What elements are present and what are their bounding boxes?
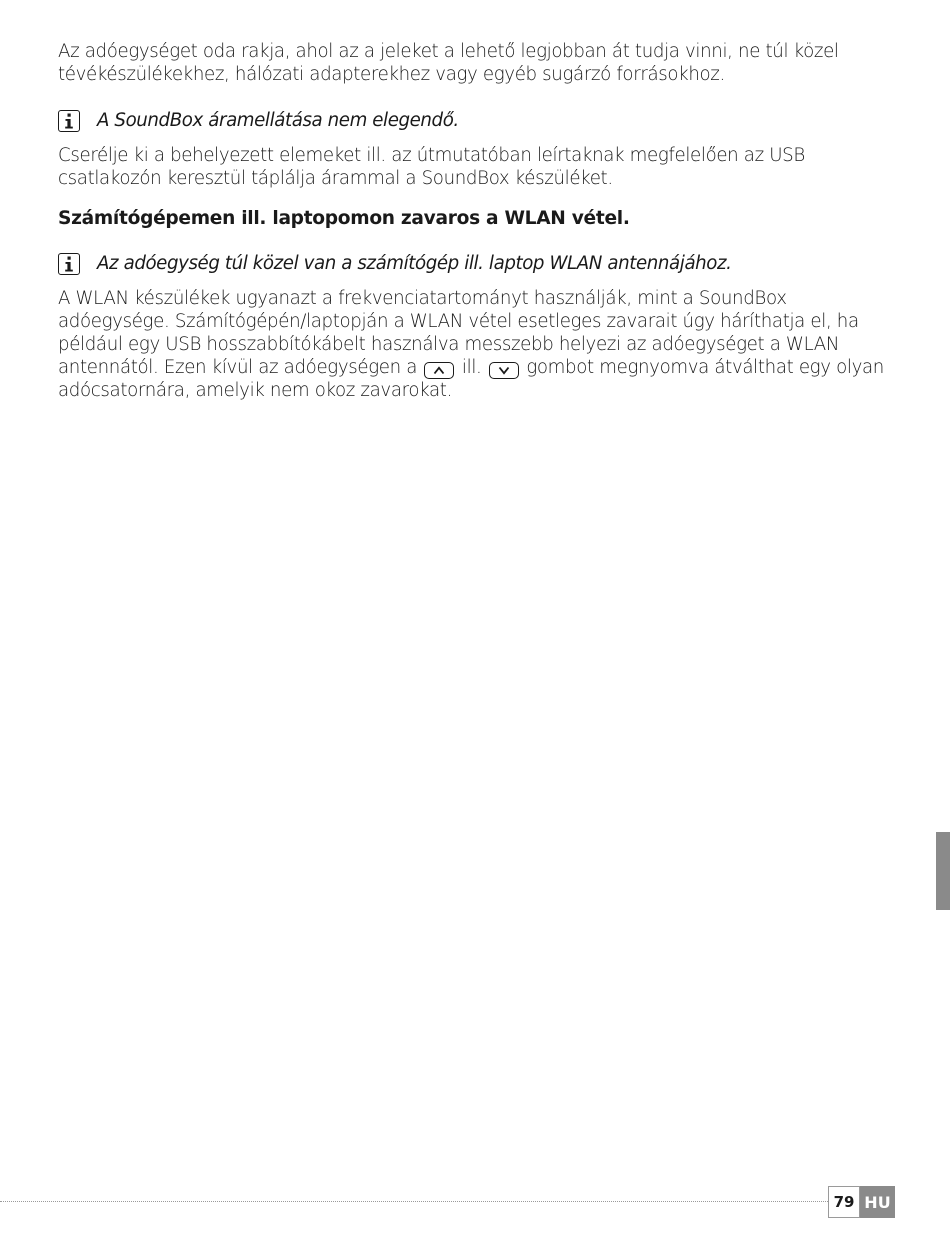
- wlan-text-start: A WLAN készülékek ugyanazt a frekvenciatartományt használják, mint a SoundBox adóegysége. Számítógépén/laptopján a WLAN vétel esetleges zavarait úgy háríthatja el, ha például egy USB hosszabbítókábelt használva messzebb helyezi az adóegységet a WLAN antennától. Ezen kívül az adóegységen a: [58, 288, 859, 378]
- footer-divider: [0, 1201, 828, 1202]
- power-paragraph: Cserélje ki a behelyezett elemeket ill. az útmutatóban leírtaknak megfelelően az USB csatlakozón keresztül táplálja árammal a SoundBox készüléket.: [58, 145, 805, 189]
- page-content: [58, 40, 896, 402]
- wlan-text-end: gombot megnyomva átválthat egy olyan adócsatornára, amelyik nem okoz zavarokat.: [58, 357, 884, 401]
- note-power-text: A SoundBox áramellátása nem elegendő.: [97, 110, 459, 131]
- note-wlan: [58, 252, 896, 275]
- wlan-text-mid: ill.: [461, 357, 482, 378]
- page-number: 79: [828, 1186, 860, 1218]
- section-heading: Számítógépemen ill. laptopomon zavaros a WLAN vétel.: [58, 208, 630, 229]
- wlan-paragraph: [58, 287, 896, 402]
- language-badge: HU: [860, 1186, 895, 1218]
- info-icon: [58, 253, 80, 275]
- intro-paragraph: Az adóegységet oda rakja, ahol az a jeleket a lehető legjobban át tudja vinni, ne túl közel tévékészülékekhez, hálózati adapterekhez vagy egyéb sugárzó forrásokhoz.: [58, 41, 839, 85]
- note-wlan-text: Az adóegység túl közel van a számítógép ill. laptop WLAN antennájához.: [97, 253, 732, 274]
- chapter-tab-marker: [936, 832, 950, 910]
- note-power: [58, 109, 896, 132]
- chevron-down-icon: [489, 362, 519, 379]
- chevron-up-icon: [424, 362, 454, 379]
- info-icon: [58, 110, 80, 132]
